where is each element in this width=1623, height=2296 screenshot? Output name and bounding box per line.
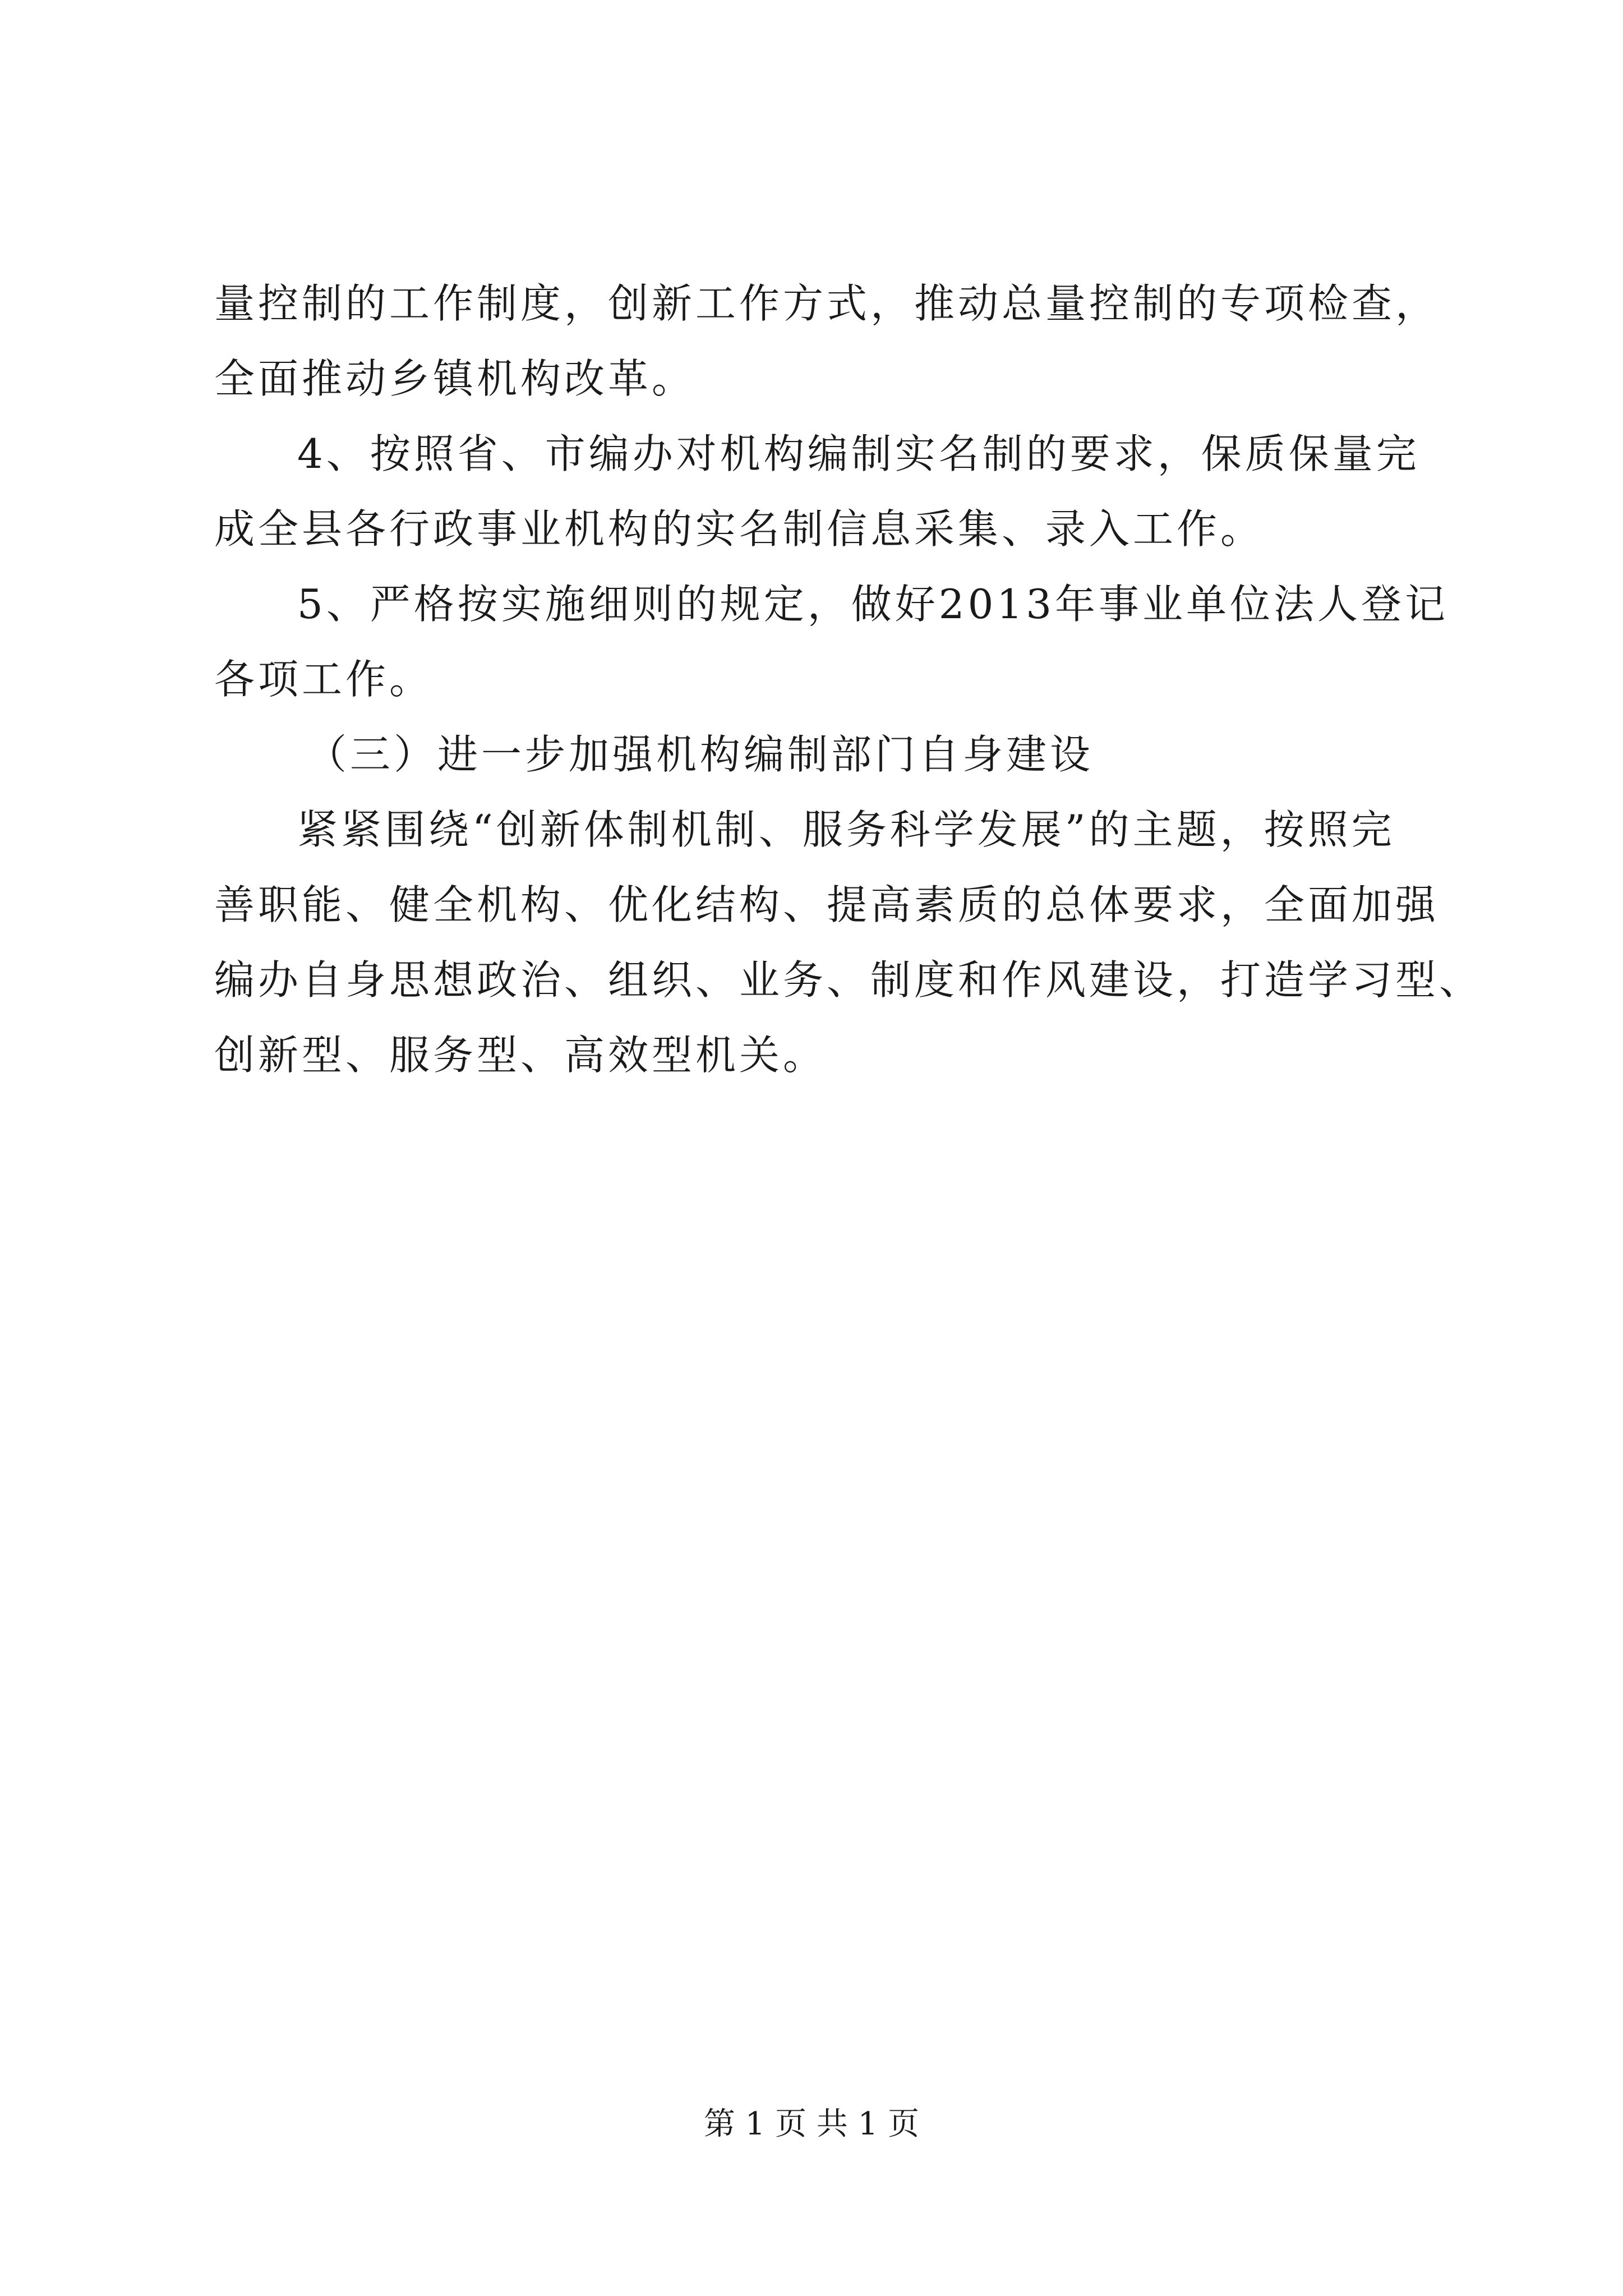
text-line-3: 4、按照省、市编办对机构编制实名制的要求，保质保量完 <box>297 430 1420 477</box>
page-number-footer: 第 1 页 共 1 页 <box>703 2106 920 2142</box>
text-line-4: 成全县各行政事业机构的实名制信息采集、录入工作。 <box>214 505 1265 553</box>
document-body <box>214 278 1483 1105</box>
text-line-10: 编办自身思想政治、组织、业务、制度和作风建设，打造学习型、 <box>214 956 1483 1004</box>
text-line-6: 各项工作。 <box>214 656 434 703</box>
text-line-9: 善职能、健全机构、优化结构、提高素质的总体要求，全面加强 <box>214 881 1440 928</box>
text-line-2: 全面推动乡镇机构改革。 <box>214 355 696 402</box>
section-heading: （三）进一步加强机构编制部门自身建设 <box>306 731 1094 778</box>
text-line-11: 创新型、服务型、高效型机关。 <box>214 1032 827 1079</box>
text-line-5: 5、严格按实施细则的规定，做好2013年事业单位法人登记 <box>297 581 1449 628</box>
text-line-8: 紧紧围绕“创新体制机制、服务科学发展”的主题，按照完 <box>297 806 1395 853</box>
text-line-1: 量控制的工作制度，创新工作方式，推动总量控制的专项检查， <box>214 280 1440 327</box>
